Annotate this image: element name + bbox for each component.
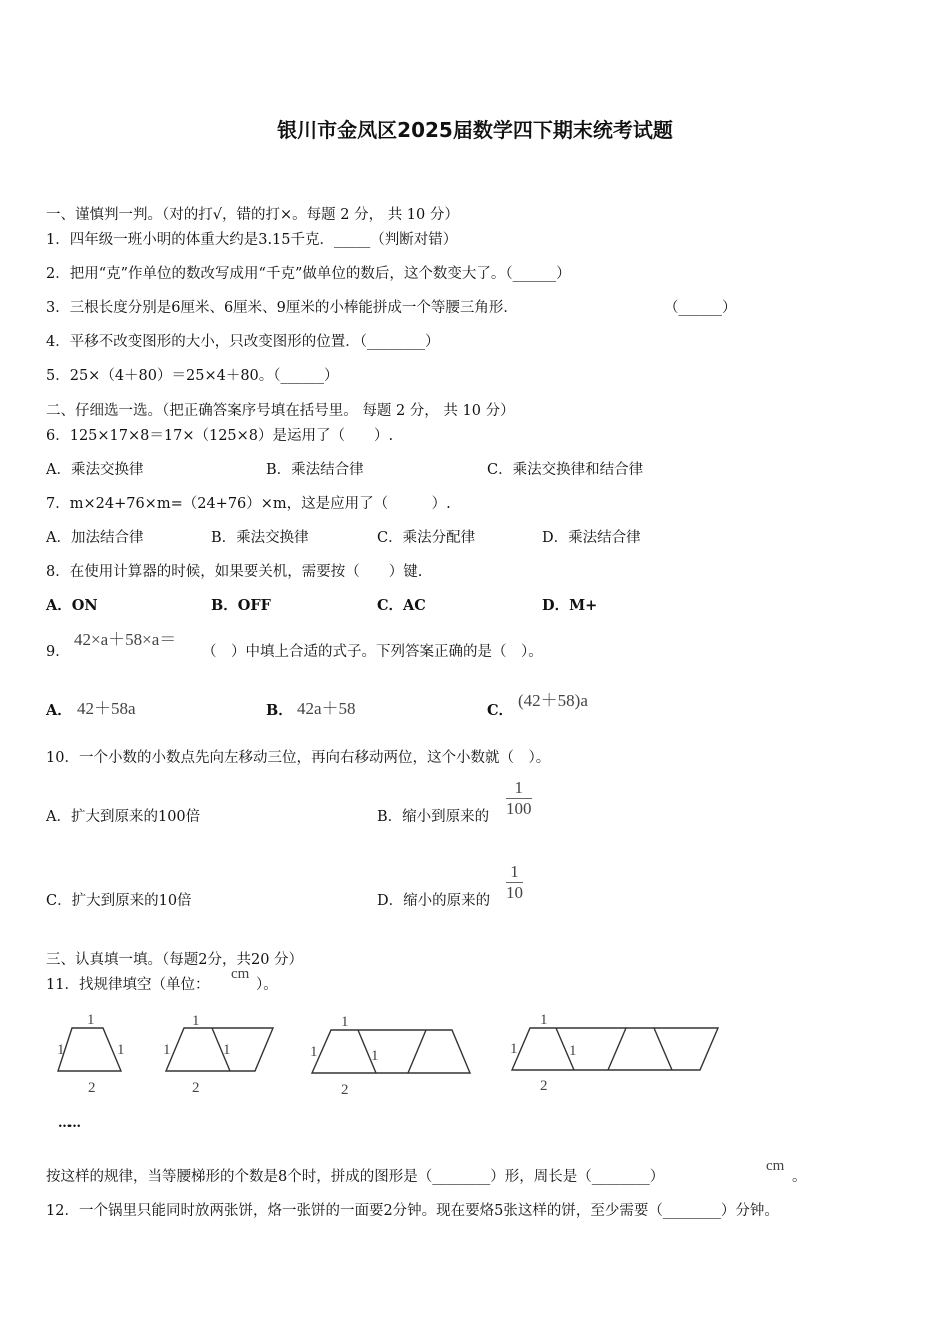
question-6: 6．125×17×8＝17×（125×8）是运用了（ ）.: [46, 428, 394, 444]
q8-option-b: B．OFF: [211, 597, 271, 614]
section-2-header: 二、仔细选一选。（把正确答案序号填在括号里。 每题 2 分， 共 10 分）: [46, 403, 515, 419]
question-9-number: 9．: [46, 644, 70, 660]
fig2-mid-label: 1: [223, 1042, 231, 1058]
q8-option-a: A．ON: [46, 597, 98, 614]
question-7: 7．m×24+76×m=（24+76）×m，这是应用了（ ）.: [46, 496, 451, 512]
q10-option-b-fraction: [506, 778, 532, 819]
question-11-answer: 按这样的规律，当等腰梯形的个数是8个时，拼成的图形是（________）形，周长是（________）: [46, 1169, 665, 1185]
q9-option-c-expr: (42＋58)a: [518, 691, 588, 710]
trapezoid-group-2: [166, 1028, 273, 1071]
question-11-end: ）。: [256, 977, 278, 993]
fig2-top-label: 1: [192, 1013, 200, 1029]
fig4-left-label: 1: [510, 1041, 518, 1057]
q6-option-c: C．乘法交换律和结合律: [487, 462, 644, 478]
fig1-left-label: 1: [57, 1042, 65, 1058]
fig2-left-label: 1: [163, 1042, 171, 1058]
q10-option-d-fraction: [506, 862, 523, 903]
q11-unit: cm: [231, 966, 250, 982]
question-5: 5．25×（4＋80）＝25×4＋80。（______）: [46, 368, 339, 384]
fraction-numerator: 1: [506, 778, 532, 799]
q6-option-b: B．乘法结合律: [266, 462, 364, 478]
q11-answer-unit: cm: [766, 1158, 785, 1174]
question-1: 1．四年级一班小明的体重大约是3.15千克．_____（判断对错）: [46, 232, 458, 248]
q7-option-c: C．乘法分配律: [377, 530, 476, 546]
fig1-bottom-label: 2: [88, 1080, 96, 1096]
fig1-top-label: 1: [87, 1012, 95, 1028]
q6-option-a: A．乘法交换律: [46, 462, 144, 478]
q8-option-c: C．AC: [377, 597, 426, 614]
q9-expression: 42×a＋58×a＝: [74, 630, 177, 649]
trapezoid-group-3: [312, 1030, 470, 1073]
section-1-header: 一、谨慎判一判。（对的打√，错的打×。每题 2 分， 共 10 分）: [46, 207, 459, 223]
q8-option-d: D．M+: [542, 597, 598, 614]
q10-option-d: D．缩小的原来的: [377, 893, 491, 909]
fig3-top-label: 1: [341, 1014, 349, 1030]
question-3: 3．三根长度分别是6厘米、6厘米、9厘米的小棒能拼成一个等腰三角形．: [46, 300, 518, 316]
fraction-numerator: 1: [506, 862, 523, 883]
question-3-blank: （______）: [664, 300, 737, 316]
fig4-mid-label: 1: [569, 1043, 577, 1059]
q10-option-b: B．缩小到原来的: [377, 809, 490, 825]
question-12: 12．一个锅里只能同时放两张饼，烙一张饼的一面要2分钟。现在要烙5张这样的饼，至少需要（________）分钟。: [46, 1203, 779, 1219]
question-8: 8．在使用计算器的时候，如果要关机，需要按（ ）键.: [46, 564, 423, 580]
q10-option-c: C．扩大到原来的10倍: [46, 893, 192, 909]
fig2-bottom-label: 2: [192, 1080, 200, 1096]
fig4-bottom-label: 2: [540, 1078, 548, 1094]
question-9: （ ）中填上合适的式子。下列答案正确的是（ ）。: [202, 644, 543, 660]
pattern-ellipsis: ……: [58, 1116, 78, 1131]
fig3-bottom-label: 2: [341, 1082, 349, 1098]
fraction-denominator: 10: [506, 883, 523, 902]
fraction-denominator: 100: [506, 799, 532, 818]
question-11-answer-end: 。: [792, 1169, 807, 1185]
fig4-top-label: 1: [540, 1012, 548, 1028]
q7-option-b: B．乘法交换律: [211, 530, 309, 546]
q7-option-a: A．加法结合律: [46, 530, 144, 546]
fig3-mid-label: 1: [371, 1048, 379, 1064]
q9-option-a-expr: 42＋58a: [77, 699, 136, 718]
trapezoid-group-4: [512, 1028, 718, 1070]
fig3-left-label: 1: [310, 1044, 318, 1060]
trapezoid-1: [58, 1028, 121, 1071]
q9-option-a-label: A．: [46, 702, 72, 719]
trapezoid-pattern-figure: [50, 1008, 730, 1100]
question-11: 11．找规律填空（单位：: [46, 977, 210, 993]
q7-option-d: D．乘法结合律: [542, 530, 641, 546]
q9-option-b-expr: 42a＋58: [297, 699, 356, 718]
question-10: 10．一个小数的小数点先向左移动三位，再向右移动两位，这个小数就（ ）。: [46, 750, 551, 766]
fig1-right-label: 1: [117, 1042, 125, 1058]
q9-option-b-label: B．: [266, 702, 293, 719]
question-2: 2．把用“克”作单位的数改写成用“千克”做单位的数后，这个数变大了。（______）: [46, 266, 571, 282]
q9-option-c-label: C．: [487, 702, 514, 719]
page-title: 银川市金凤区2025届数学四下期末统考试题: [277, 118, 673, 142]
q10-option-a: A．扩大到原来的100倍: [46, 809, 201, 825]
question-4: 4．平移不改变图形的大小，只改变图形的位置．（________）: [46, 334, 440, 350]
section-3-header: 三、认真填一填。（每题2分，共20 分）: [46, 952, 304, 968]
